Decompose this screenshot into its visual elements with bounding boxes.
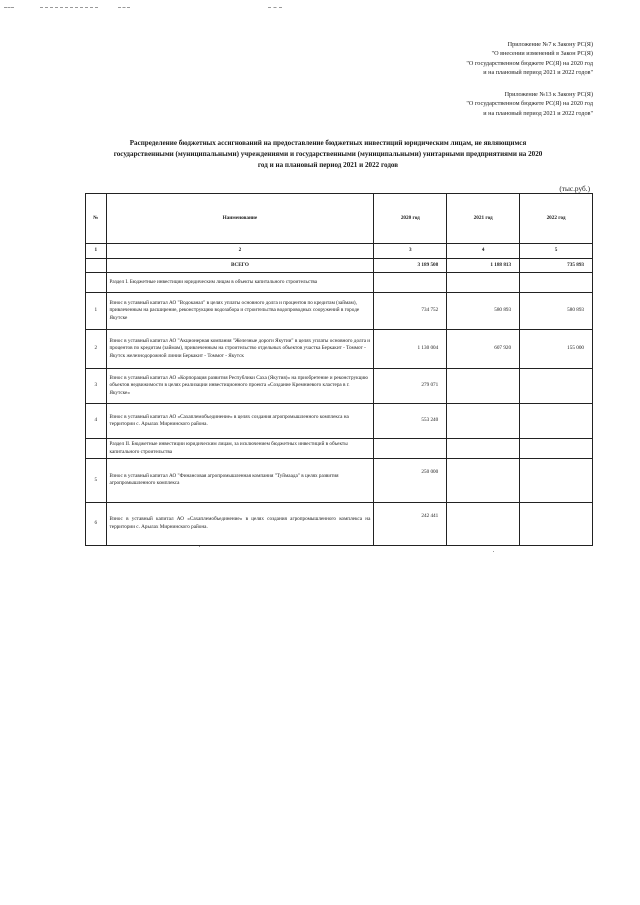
document-title bbox=[92, 138, 564, 171]
scan-artifact-line bbox=[4, 7, 14, 8]
row-number: 1 bbox=[86, 293, 107, 330]
appendix-line: "О внесении изменений в Закон РС(Я) bbox=[491, 50, 593, 58]
row-2022 bbox=[520, 459, 593, 503]
total-2021: 1 188 813 bbox=[447, 259, 520, 273]
title-line: Распределение бюджетных ассигнований на предоставление бюджетных инвестиций юридическим лицам, не являющимся bbox=[129, 139, 527, 147]
total-2020: 3 189 508 bbox=[374, 259, 447, 273]
section-title: Раздел I. Бюджетные инвестиции юридическим лицам в объекты капитального строительства bbox=[106, 273, 374, 293]
row-2022 bbox=[520, 502, 593, 546]
section-empty-cell bbox=[447, 439, 520, 459]
row-2021: 580 893 bbox=[447, 293, 520, 330]
row-2022: 155 000 bbox=[520, 330, 593, 369]
header-2021: 2021 год bbox=[447, 194, 520, 244]
row-2020: 734 752 bbox=[374, 293, 447, 330]
section-empty-cell bbox=[520, 273, 593, 293]
units-label: (тыс.руб.) bbox=[559, 184, 590, 193]
row-name: Взнос в уставный капитал АО "Финансовая агропромышленная компания "Туймаада" в целях развития агропромышленного комплекса bbox=[106, 459, 374, 503]
row-2021 bbox=[447, 404, 520, 439]
appendix-line: и на плановый период 2021 и 2022 годов" bbox=[483, 69, 593, 77]
row-2021 bbox=[447, 502, 520, 546]
section-empty-cell bbox=[374, 439, 447, 459]
row-number: 3 bbox=[86, 369, 107, 404]
row-name: Взнос в уставный капитал АО «Сахаплемобъединение» в целях создания агропромышленного комплекса на территории с. Арылах Мирнинского района. bbox=[106, 404, 374, 439]
row-2020: 1 130 004 bbox=[374, 330, 447, 369]
total-row bbox=[86, 259, 593, 273]
section-row-1 bbox=[86, 273, 593, 293]
header-name: Наименование bbox=[106, 194, 374, 244]
row-2020: 242 441 bbox=[374, 502, 447, 546]
row-name: Взнос в уставный капитал АО «Корпорация развития Республики Саха (Якутия)» на приобретение и реконструкцию объектов недвижимости в целях реализации инвестиционного проекта «Создание Кремниевого кластера в г. Якутске» bbox=[106, 369, 374, 404]
table-row bbox=[86, 369, 593, 404]
appendix-line: Приложение №13 к Закону РС(Я) bbox=[504, 91, 593, 98]
column-index-row bbox=[86, 244, 593, 259]
table-row bbox=[86, 459, 593, 503]
budget-table bbox=[85, 193, 593, 546]
row-name: Взнос в уставный капитал АО «Сахаплемобъединение» в целях создания агропромышленного комплекса на территории с. Арылах Мирнинского района. bbox=[106, 502, 374, 546]
appendix-line: Приложение №7 к Закону РС(Я) bbox=[507, 41, 593, 48]
table-row bbox=[86, 502, 593, 546]
section-empty-cell bbox=[374, 273, 447, 293]
column-index: 2 bbox=[106, 244, 374, 259]
row-2020: 279 071 bbox=[374, 369, 447, 404]
scan-artifact-line bbox=[118, 7, 130, 8]
appendix-13-note bbox=[466, 90, 593, 118]
column-index: 1 bbox=[86, 244, 107, 259]
row-number: 6 bbox=[86, 502, 107, 546]
header-2020: 2020 год bbox=[374, 194, 447, 244]
total-2022: 735 893 bbox=[520, 259, 593, 273]
row-2022 bbox=[520, 404, 593, 439]
column-index: 3 bbox=[374, 244, 447, 259]
column-index: 4 bbox=[447, 244, 520, 259]
row-number: 4 bbox=[86, 404, 107, 439]
row-2021 bbox=[447, 369, 520, 404]
section-empty-cell bbox=[520, 439, 593, 459]
scan-artifact-dot bbox=[493, 551, 494, 552]
appendix-line: и на плановый период 2021 и 2022 годов" bbox=[483, 109, 593, 117]
scan-artifact-dot bbox=[199, 546, 200, 547]
row-name: Взнос в уставный капитал АО "Водоканал" в целях уплаты основного долга и процентов по кредитам (займам), привлеченным на расширение, реконструкцию водозабора и строительства водопроводных сооружений в городе Якутске bbox=[106, 293, 374, 330]
section-number-cell bbox=[86, 273, 107, 293]
appendix-7-note bbox=[466, 40, 593, 78]
section-number-cell bbox=[86, 439, 107, 459]
row-number: 2 bbox=[86, 330, 107, 369]
row-2021 bbox=[447, 459, 520, 503]
row-2021: 607 920 bbox=[447, 330, 520, 369]
row-2020: 553 240 bbox=[374, 404, 447, 439]
table-row bbox=[86, 404, 593, 439]
table-row bbox=[86, 293, 593, 330]
row-2022 bbox=[520, 369, 593, 404]
table-row bbox=[86, 330, 593, 369]
table-header-row bbox=[86, 194, 593, 244]
column-index: 5 bbox=[520, 244, 593, 259]
appendix-line: "О государственном бюджете РС(Я) на 2020 год bbox=[466, 59, 593, 67]
scan-artifact-line bbox=[40, 7, 98, 8]
total-number-cell bbox=[86, 259, 107, 273]
row-2022: 580 893 bbox=[520, 293, 593, 330]
section-title: Раздел II. Бюджетные инвестиции юридическим лицам, за исключением бюджетных инвестиций в объекты капитального строительства bbox=[106, 439, 374, 459]
row-number: 5 bbox=[86, 459, 107, 503]
appendix-line: "О государственном бюджете РС(Я) на 2020 год bbox=[466, 100, 593, 108]
title-line: государственными (муниципальными) учреждениями и государственными (муниципальными) унитарными предприятиями на 2020 bbox=[113, 150, 543, 158]
section-empty-cell bbox=[447, 273, 520, 293]
scan-artifact-line bbox=[268, 7, 282, 8]
header-2022: 2022 год bbox=[520, 194, 593, 244]
total-label: ВСЕГО bbox=[106, 259, 374, 273]
title-line: год и на плановый период 2021 и 2022 годов bbox=[257, 161, 399, 169]
row-2020: 250 000 bbox=[374, 459, 447, 503]
header-number: № bbox=[86, 194, 107, 244]
row-name: Взнос в уставный капитал АО "Акционерная компания "Железные дороги Якутии" в целях уплаты основного долга и процентов по кредитам (займам), привлеченным на строительство отдельных объектов участка Беркакит - Томмот - Якутск железнодорожной линии Беркакит - Томмот - Якутск bbox=[106, 330, 374, 369]
section-row-2 bbox=[86, 439, 593, 459]
